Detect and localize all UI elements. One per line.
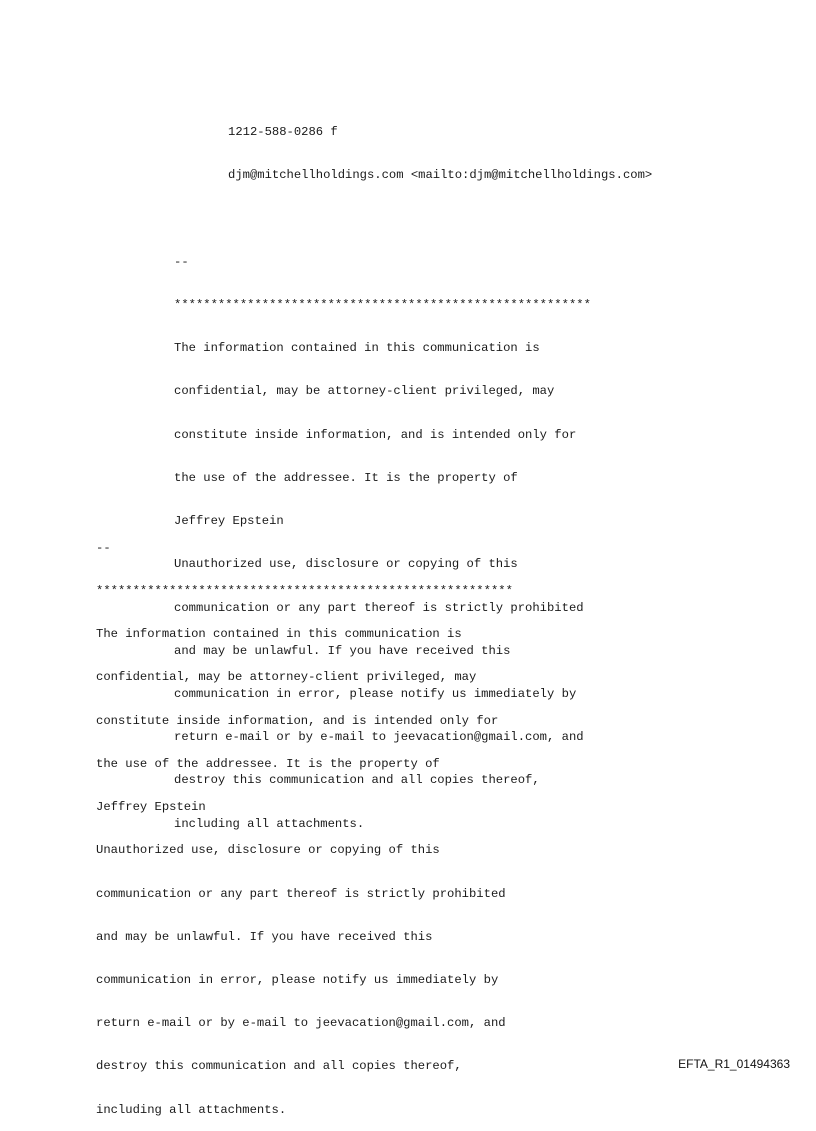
disclaimer-line: including all attachments. (96, 1102, 287, 1117)
disclaimer-line: Jeffrey Epstein (96, 800, 206, 815)
disclaimer-line: Unauthorized use, disclosure or copying of this (174, 557, 518, 572)
disclaimer-line: Unauthorized use, disclosure or copying of this (96, 843, 440, 858)
signature-separator: -- (96, 540, 111, 555)
disclaimer-line: and may be unlawful. If you have received this (96, 929, 433, 944)
disclaimer-line: communication in error, please notify us immediately by (174, 687, 577, 701)
disclaimer-line: Jeffrey Epstein (174, 514, 284, 529)
disclaimer-line: including all attachments. (174, 816, 365, 831)
disclaimer-line: return e-mail or by e-mail to jeevacation@gmail.com, and (174, 730, 584, 745)
bates-number: EFTA_R1_01494363 (678, 1057, 790, 1071)
disclaimer-line: the use of the addressee. It is the property of (96, 756, 440, 771)
disclaimer-line: the use of the addressee. It is the property of (174, 470, 518, 485)
disclaimer-line: constitute inside information, and is intended only for (96, 713, 499, 728)
disclaimer-line: and may be unlawful. If you have received this (174, 643, 511, 658)
disclaimer-line: communication in error, please notify us immediately by (96, 973, 499, 987)
disclaimer-line: constitute inside information, and is intended only for (174, 427, 577, 442)
disclaimer-line: The information contained in this communication is (96, 627, 462, 642)
disclaimer-line: return e-mail or by e-mail to jeevacation@gmail.com, and (96, 1016, 506, 1031)
fax-number: 1212-588-0286 f (228, 124, 338, 139)
disclaimer-line: destroy this communication and all copies thereof, (96, 1059, 462, 1074)
disclaimer-line: communication or any part thereof is strictly prohibited (174, 600, 584, 615)
disclaimer-line: The information contained in this communication is (174, 341, 540, 356)
disclaimer-line: destroy this communication and all copies thereof, (174, 773, 540, 788)
signature-separator: -- (174, 254, 189, 269)
disclaimer-line: communication or any part thereof is strictly prohibited (96, 886, 506, 901)
signature-block (228, 96, 652, 197)
disclaimer-line: confidential, may be attorney-client privileged, may (96, 670, 477, 685)
disclaimer-block (96, 512, 513, 1131)
disclaimer-line: confidential, may be attorney-client privileged, may (174, 384, 555, 399)
asterisk-divider: ********************************************************* (96, 584, 513, 599)
email-address: djm@mitchellholdings.com <mailto:djm@mitchellholdings.com> (228, 168, 653, 183)
asterisk-divider: ********************************************************* (174, 298, 591, 313)
